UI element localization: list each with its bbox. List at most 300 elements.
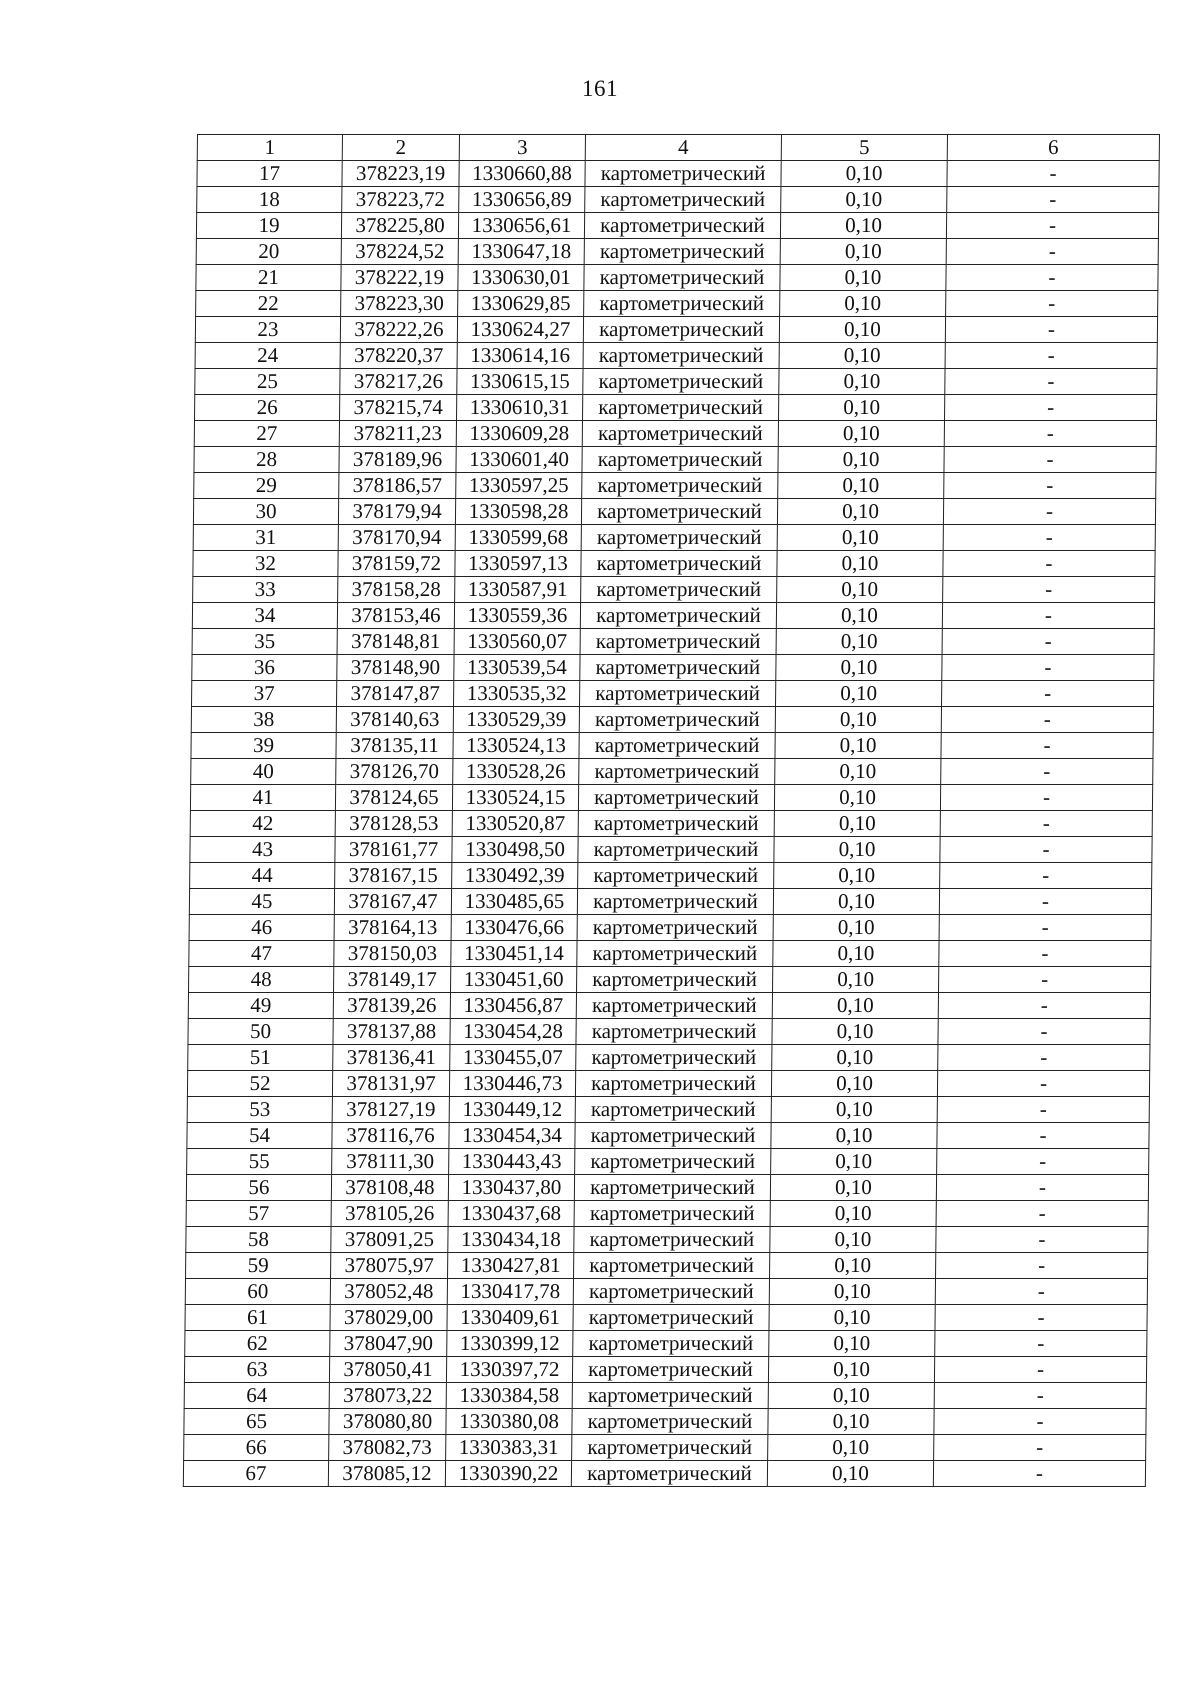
table-row bbox=[191, 759, 1153, 785]
note-cell: - bbox=[939, 915, 1151, 941]
method-cell: картометрический bbox=[579, 733, 775, 759]
x-coordinate-cell: 378082,73 bbox=[329, 1435, 446, 1461]
y-coordinate-cell: 1330614,16 bbox=[457, 343, 583, 369]
point-number-cell: 19 bbox=[196, 213, 341, 239]
table-row bbox=[191, 707, 1153, 733]
table-row bbox=[189, 889, 1151, 915]
header-cell: 5 bbox=[781, 135, 947, 161]
note-cell: - bbox=[946, 291, 1158, 317]
accuracy-cell: 0,10 bbox=[771, 1149, 937, 1175]
accuracy-cell: 0,10 bbox=[780, 213, 946, 239]
note-cell: - bbox=[935, 1279, 1147, 1305]
accuracy-cell: 0,10 bbox=[774, 837, 940, 863]
y-coordinate-cell: 1330485,65 bbox=[451, 889, 577, 915]
x-coordinate-cell: 378223,30 bbox=[341, 291, 458, 317]
method-cell: картометрический bbox=[574, 1227, 770, 1253]
method-cell: картометрический bbox=[575, 1071, 771, 1097]
accuracy-cell: 0,10 bbox=[767, 1461, 933, 1487]
table-row bbox=[194, 395, 1156, 421]
point-number-cell: 52 bbox=[187, 1071, 332, 1097]
x-coordinate-cell: 378220,37 bbox=[340, 343, 457, 369]
table-row bbox=[191, 733, 1153, 759]
point-number-cell: 29 bbox=[194, 473, 339, 499]
x-coordinate-cell: 378147,87 bbox=[337, 681, 454, 707]
method-cell: картометрический bbox=[580, 681, 776, 707]
accuracy-cell: 0,10 bbox=[769, 1331, 935, 1357]
y-coordinate-cell: 1330609,28 bbox=[456, 421, 582, 447]
method-cell: картометрический bbox=[582, 473, 778, 499]
y-coordinate-cell: 1330443,43 bbox=[449, 1149, 575, 1175]
y-coordinate-cell: 1330610,31 bbox=[456, 395, 582, 421]
table-row bbox=[192, 629, 1154, 655]
note-cell: - bbox=[939, 941, 1151, 967]
table-row bbox=[188, 1045, 1150, 1071]
note-cell: - bbox=[939, 967, 1151, 993]
point-number-cell: 63 bbox=[184, 1357, 329, 1383]
method-cell: картометрический bbox=[578, 863, 774, 889]
table-row bbox=[189, 915, 1151, 941]
y-coordinate-cell: 1330520,87 bbox=[452, 811, 578, 837]
y-coordinate-cell: 1330409,61 bbox=[447, 1305, 573, 1331]
method-cell: картометрический bbox=[578, 811, 774, 837]
point-number-cell: 51 bbox=[188, 1045, 333, 1071]
accuracy-cell: 0,10 bbox=[775, 733, 941, 759]
method-cell: картометрический bbox=[580, 655, 776, 681]
accuracy-cell: 0,10 bbox=[771, 1123, 937, 1149]
table-row bbox=[186, 1253, 1148, 1279]
y-coordinate-cell: 1330397,72 bbox=[446, 1357, 572, 1383]
point-number-cell: 48 bbox=[189, 967, 334, 993]
table-row bbox=[188, 993, 1150, 1019]
note-cell: - bbox=[934, 1409, 1146, 1435]
note-cell: - bbox=[936, 1175, 1148, 1201]
accuracy-cell: 0,10 bbox=[772, 1045, 938, 1071]
accuracy-cell: 0,10 bbox=[781, 187, 947, 213]
point-number-cell: 54 bbox=[187, 1123, 332, 1149]
method-cell: картометрический bbox=[582, 395, 778, 421]
note-cell: - bbox=[936, 1227, 1148, 1253]
method-cell: картометрический bbox=[575, 1097, 771, 1123]
accuracy-cell: 0,10 bbox=[769, 1279, 935, 1305]
point-number-cell: 55 bbox=[187, 1149, 332, 1175]
table-row bbox=[195, 369, 1157, 395]
x-coordinate-cell: 378189,96 bbox=[339, 447, 456, 473]
accuracy-cell: 0,10 bbox=[768, 1383, 934, 1409]
point-number-cell: 47 bbox=[189, 941, 334, 967]
y-coordinate-cell: 1330399,12 bbox=[447, 1331, 573, 1357]
point-number-cell: 20 bbox=[196, 239, 341, 265]
accuracy-cell: 0,10 bbox=[777, 525, 943, 551]
note-cell: - bbox=[937, 1123, 1149, 1149]
x-coordinate-cell: 378179,94 bbox=[338, 499, 455, 525]
header-cell: 1 bbox=[197, 135, 342, 161]
y-coordinate-cell: 1330446,73 bbox=[449, 1071, 575, 1097]
x-coordinate-cell: 378222,26 bbox=[340, 317, 457, 343]
accuracy-cell: 0,10 bbox=[768, 1357, 934, 1383]
method-cell: картометрический bbox=[574, 1253, 770, 1279]
note-cell: - bbox=[944, 473, 1156, 499]
y-coordinate-cell: 1330630,01 bbox=[458, 265, 584, 291]
table-row bbox=[189, 941, 1151, 967]
point-number-cell: 37 bbox=[192, 681, 337, 707]
note-cell: - bbox=[946, 213, 1158, 239]
accuracy-cell: 0,10 bbox=[780, 239, 946, 265]
method-cell: картометрический bbox=[578, 785, 774, 811]
x-coordinate-cell: 378073,22 bbox=[329, 1383, 446, 1409]
y-coordinate-cell: 1330380,08 bbox=[446, 1409, 572, 1435]
method-cell: картометрический bbox=[581, 525, 777, 551]
point-number-cell: 39 bbox=[191, 733, 336, 759]
point-number-cell: 40 bbox=[191, 759, 336, 785]
table-row bbox=[190, 785, 1152, 811]
note-cell: - bbox=[941, 707, 1153, 733]
x-coordinate-cell: 378153,46 bbox=[337, 603, 454, 629]
accuracy-cell: 0,10 bbox=[779, 343, 945, 369]
y-coordinate-cell: 1330449,12 bbox=[449, 1097, 575, 1123]
x-coordinate-cell: 378225,80 bbox=[341, 213, 458, 239]
y-coordinate-cell: 1330597,13 bbox=[455, 551, 581, 577]
note-cell: - bbox=[937, 1149, 1149, 1175]
y-coordinate-cell: 1330539,54 bbox=[454, 655, 580, 681]
accuracy-cell: 0,10 bbox=[772, 993, 938, 1019]
x-coordinate-cell: 378127,19 bbox=[332, 1097, 449, 1123]
accuracy-cell: 0,10 bbox=[778, 421, 944, 447]
page-number: 161 bbox=[582, 76, 618, 101]
method-cell: картометрический bbox=[584, 291, 780, 317]
x-coordinate-cell: 378161,77 bbox=[335, 837, 452, 863]
y-coordinate-cell: 1330498,50 bbox=[452, 837, 578, 863]
y-coordinate-cell: 1330437,68 bbox=[448, 1201, 574, 1227]
method-cell: картометрический bbox=[579, 707, 775, 733]
accuracy-cell: 0,10 bbox=[776, 603, 942, 629]
note-cell: - bbox=[945, 343, 1157, 369]
note-cell: - bbox=[945, 317, 1157, 343]
point-number-cell: 21 bbox=[196, 265, 341, 291]
accuracy-cell: 0,10 bbox=[778, 473, 944, 499]
point-number-cell: 60 bbox=[185, 1279, 330, 1305]
method-cell: картометрический bbox=[574, 1175, 770, 1201]
y-coordinate-cell: 1330383,31 bbox=[446, 1435, 572, 1461]
point-number-cell: 43 bbox=[190, 837, 335, 863]
note-cell: - bbox=[943, 525, 1155, 551]
table-row bbox=[194, 421, 1156, 447]
method-cell: картометрический bbox=[585, 187, 781, 213]
x-coordinate-cell: 378075,97 bbox=[331, 1253, 448, 1279]
accuracy-cell: 0,10 bbox=[777, 551, 943, 577]
method-cell: картометрический bbox=[577, 889, 773, 915]
y-coordinate-cell: 1330434,18 bbox=[448, 1227, 574, 1253]
table-row bbox=[184, 1357, 1146, 1383]
point-number-cell: 61 bbox=[185, 1305, 330, 1331]
table-row bbox=[184, 1435, 1146, 1461]
method-cell: картометрический bbox=[577, 941, 773, 967]
method-cell: картометрический bbox=[579, 759, 775, 785]
method-cell: картометрический bbox=[576, 1045, 772, 1071]
y-coordinate-cell: 1330560,07 bbox=[454, 629, 580, 655]
point-number-cell: 44 bbox=[190, 863, 335, 889]
point-number-cell: 23 bbox=[195, 317, 340, 343]
method-cell: картометрический bbox=[577, 967, 773, 993]
table-row bbox=[184, 1383, 1146, 1409]
method-cell: картометрический bbox=[582, 447, 778, 473]
table-row bbox=[193, 525, 1155, 551]
accuracy-cell: 0,10 bbox=[776, 629, 942, 655]
table-row bbox=[186, 1175, 1148, 1201]
point-number-cell: 41 bbox=[190, 785, 335, 811]
accuracy-cell: 0,10 bbox=[774, 785, 940, 811]
method-cell: картометрический bbox=[572, 1357, 768, 1383]
point-number-cell: 24 bbox=[195, 343, 340, 369]
note-cell: - bbox=[937, 1071, 1149, 1097]
note-cell: - bbox=[944, 447, 1156, 473]
table-row bbox=[193, 551, 1155, 577]
table-row bbox=[185, 1279, 1147, 1305]
point-number-cell: 33 bbox=[193, 577, 338, 603]
y-coordinate-cell: 1330476,66 bbox=[451, 915, 577, 941]
note-cell: - bbox=[939, 889, 1151, 915]
x-coordinate-cell: 378131,97 bbox=[332, 1071, 449, 1097]
point-number-cell: 18 bbox=[197, 187, 342, 213]
point-number-cell: 65 bbox=[184, 1409, 329, 1435]
y-coordinate-cell: 1330427,81 bbox=[448, 1253, 574, 1279]
y-coordinate-cell: 1330629,85 bbox=[458, 291, 584, 317]
accuracy-cell: 0,10 bbox=[776, 681, 942, 707]
accuracy-cell: 0,10 bbox=[773, 941, 939, 967]
y-coordinate-cell: 1330529,39 bbox=[453, 707, 579, 733]
x-coordinate-cell: 378105,26 bbox=[331, 1201, 448, 1227]
y-coordinate-cell: 1330454,34 bbox=[449, 1123, 575, 1149]
x-coordinate-cell: 378050,41 bbox=[329, 1357, 446, 1383]
note-cell: - bbox=[936, 1201, 1148, 1227]
point-number-cell: 59 bbox=[186, 1253, 331, 1279]
table-row bbox=[192, 603, 1154, 629]
table-row bbox=[193, 577, 1155, 603]
method-cell: картометрический bbox=[572, 1435, 768, 1461]
note-cell: - bbox=[945, 369, 1157, 395]
accuracy-cell: 0,10 bbox=[770, 1227, 936, 1253]
accuracy-cell: 0,10 bbox=[773, 915, 939, 941]
y-coordinate-cell: 1330437,80 bbox=[448, 1175, 574, 1201]
point-number-cell: 42 bbox=[190, 811, 335, 837]
table-row bbox=[195, 317, 1157, 343]
method-cell: картометрический bbox=[573, 1279, 769, 1305]
table-row bbox=[194, 473, 1156, 499]
y-coordinate-cell: 1330587,91 bbox=[455, 577, 581, 603]
method-cell: картометрический bbox=[584, 213, 780, 239]
table-row bbox=[196, 239, 1158, 265]
x-coordinate-cell: 378186,57 bbox=[339, 473, 456, 499]
point-number-cell: 49 bbox=[188, 993, 333, 1019]
accuracy-cell: 0,10 bbox=[771, 1097, 937, 1123]
y-coordinate-cell: 1330535,32 bbox=[454, 681, 580, 707]
note-cell: - bbox=[942, 655, 1154, 681]
method-cell: картометрический bbox=[576, 993, 772, 1019]
method-cell: картометрический bbox=[581, 551, 777, 577]
x-coordinate-cell: 378215,74 bbox=[339, 395, 456, 421]
point-number-cell: 35 bbox=[192, 629, 337, 655]
note-cell: - bbox=[940, 785, 1152, 811]
note-cell: - bbox=[943, 499, 1155, 525]
table-row bbox=[184, 1409, 1146, 1435]
x-coordinate-cell: 378223,72 bbox=[342, 187, 459, 213]
x-coordinate-cell: 378150,03 bbox=[334, 941, 451, 967]
method-cell: картометрический bbox=[572, 1383, 768, 1409]
accuracy-cell: 0,10 bbox=[771, 1071, 937, 1097]
note-cell: - bbox=[947, 161, 1159, 187]
note-cell: - bbox=[934, 1357, 1146, 1383]
note-cell: - bbox=[940, 837, 1152, 863]
note-cell: - bbox=[941, 759, 1153, 785]
accuracy-cell: 0,10 bbox=[772, 1019, 938, 1045]
table-row bbox=[189, 967, 1151, 993]
y-coordinate-cell: 1330492,39 bbox=[452, 863, 578, 889]
table-row bbox=[196, 265, 1158, 291]
table-row bbox=[194, 447, 1156, 473]
y-coordinate-cell: 1330656,61 bbox=[458, 213, 584, 239]
note-cell: - bbox=[937, 1097, 1149, 1123]
point-number-cell: 17 bbox=[197, 161, 342, 187]
y-coordinate-cell: 1330597,25 bbox=[456, 473, 582, 499]
note-cell: - bbox=[946, 239, 1158, 265]
x-coordinate-cell: 378137,88 bbox=[333, 1019, 450, 1045]
method-cell: картометрический bbox=[573, 1305, 769, 1331]
y-coordinate-cell: 1330451,60 bbox=[451, 967, 577, 993]
method-cell: картометрический bbox=[578, 837, 774, 863]
accuracy-cell: 0,10 bbox=[770, 1253, 936, 1279]
y-coordinate-cell: 1330615,15 bbox=[457, 369, 583, 395]
method-cell: картометрический bbox=[573, 1331, 769, 1357]
x-coordinate-cell: 378052,48 bbox=[330, 1279, 447, 1305]
table-row bbox=[187, 1149, 1149, 1175]
point-number-cell: 32 bbox=[193, 551, 338, 577]
point-number-cell: 27 bbox=[194, 421, 339, 447]
x-coordinate-cell: 378128,53 bbox=[335, 811, 452, 837]
note-cell: - bbox=[934, 1435, 1146, 1461]
x-coordinate-cell: 378140,63 bbox=[336, 707, 453, 733]
point-number-cell: 38 bbox=[191, 707, 336, 733]
y-coordinate-cell: 1330528,26 bbox=[453, 759, 579, 785]
table-row bbox=[187, 1123, 1149, 1149]
accuracy-cell: 0,10 bbox=[775, 759, 941, 785]
table-row bbox=[186, 1201, 1148, 1227]
method-cell: картометрический bbox=[581, 499, 777, 525]
note-cell: - bbox=[940, 863, 1152, 889]
method-cell: картометрический bbox=[581, 577, 777, 603]
x-coordinate-cell: 378116,76 bbox=[332, 1123, 449, 1149]
table-row bbox=[197, 161, 1159, 187]
x-coordinate-cell: 378139,26 bbox=[333, 993, 450, 1019]
accuracy-cell: 0,10 bbox=[779, 369, 945, 395]
note-cell: - bbox=[940, 811, 1152, 837]
y-coordinate-cell: 1330455,07 bbox=[450, 1045, 576, 1071]
point-number-cell: 66 bbox=[184, 1435, 329, 1461]
point-number-cell: 50 bbox=[188, 1019, 333, 1045]
y-coordinate-cell: 1330660,88 bbox=[459, 161, 585, 187]
point-number-cell: 46 bbox=[189, 915, 334, 941]
accuracy-cell: 0,10 bbox=[776, 655, 942, 681]
accuracy-cell: 0,10 bbox=[777, 499, 943, 525]
header-cell: 6 bbox=[947, 135, 1159, 161]
accuracy-cell: 0,10 bbox=[778, 395, 944, 421]
x-coordinate-cell: 378159,72 bbox=[338, 551, 455, 577]
note-cell: - bbox=[936, 1253, 1148, 1279]
accuracy-cell: 0,10 bbox=[774, 863, 940, 889]
coordinates-table bbox=[183, 134, 1160, 1487]
accuracy-cell: 0,10 bbox=[773, 967, 939, 993]
x-coordinate-cell: 378223,19 bbox=[342, 161, 459, 187]
x-coordinate-cell: 378148,81 bbox=[337, 629, 454, 655]
x-coordinate-cell: 378135,11 bbox=[336, 733, 453, 759]
x-coordinate-cell: 378085,12 bbox=[328, 1461, 445, 1487]
y-coordinate-cell: 1330624,27 bbox=[457, 317, 583, 343]
point-number-cell: 31 bbox=[193, 525, 338, 551]
note-cell: - bbox=[938, 1019, 1150, 1045]
table-row bbox=[190, 863, 1152, 889]
point-number-cell: 28 bbox=[194, 447, 339, 473]
y-coordinate-cell: 1330524,15 bbox=[452, 785, 578, 811]
x-coordinate-cell: 378164,13 bbox=[334, 915, 451, 941]
table-row bbox=[190, 837, 1152, 863]
y-coordinate-cell: 1330524,13 bbox=[453, 733, 579, 759]
y-coordinate-cell: 1330454,28 bbox=[450, 1019, 576, 1045]
y-coordinate-cell: 1330601,40 bbox=[456, 447, 582, 473]
point-number-cell: 64 bbox=[184, 1383, 329, 1409]
note-cell: - bbox=[938, 993, 1150, 1019]
x-coordinate-cell: 378170,94 bbox=[338, 525, 455, 551]
x-coordinate-cell: 378029,00 bbox=[330, 1305, 447, 1331]
x-coordinate-cell: 378126,70 bbox=[336, 759, 453, 785]
x-coordinate-cell: 378158,28 bbox=[338, 577, 455, 603]
method-cell: картометрический bbox=[583, 343, 779, 369]
table-row bbox=[186, 1227, 1148, 1253]
header-cell: 4 bbox=[585, 135, 781, 161]
accuracy-cell: 0,10 bbox=[775, 707, 941, 733]
accuracy-cell: 0,10 bbox=[768, 1435, 934, 1461]
x-coordinate-cell: 378222,19 bbox=[341, 265, 458, 291]
note-cell: - bbox=[933, 1461, 1145, 1487]
method-cell: картометрический bbox=[575, 1123, 771, 1149]
accuracy-cell: 0,10 bbox=[781, 161, 947, 187]
x-coordinate-cell: 378124,65 bbox=[335, 785, 452, 811]
header-cell: 3 bbox=[459, 135, 585, 161]
table-body bbox=[183, 135, 1159, 1487]
y-coordinate-cell: 1330384,58 bbox=[446, 1383, 572, 1409]
table-row bbox=[192, 655, 1154, 681]
y-coordinate-cell: 1330647,18 bbox=[458, 239, 584, 265]
accuracy-cell: 0,10 bbox=[768, 1409, 934, 1435]
table-row bbox=[190, 811, 1152, 837]
accuracy-cell: 0,10 bbox=[780, 291, 946, 317]
x-coordinate-cell: 378211,23 bbox=[339, 421, 456, 447]
accuracy-cell: 0,10 bbox=[778, 447, 944, 473]
y-coordinate-cell: 1330390,22 bbox=[445, 1461, 571, 1487]
y-coordinate-cell: 1330656,89 bbox=[459, 187, 585, 213]
point-number-cell: 45 bbox=[189, 889, 334, 915]
note-cell: - bbox=[941, 733, 1153, 759]
note-cell: - bbox=[935, 1331, 1147, 1357]
x-coordinate-cell: 378111,30 bbox=[332, 1149, 449, 1175]
y-coordinate-cell: 1330559,36 bbox=[454, 603, 580, 629]
table-row bbox=[185, 1305, 1147, 1331]
note-cell: - bbox=[938, 1045, 1150, 1071]
table-row bbox=[197, 187, 1159, 213]
note-cell: - bbox=[943, 551, 1155, 577]
accuracy-cell: 0,10 bbox=[773, 889, 939, 915]
table-row bbox=[196, 291, 1158, 317]
note-cell: - bbox=[942, 629, 1154, 655]
table-row bbox=[192, 681, 1154, 707]
point-number-cell: 22 bbox=[196, 291, 341, 317]
